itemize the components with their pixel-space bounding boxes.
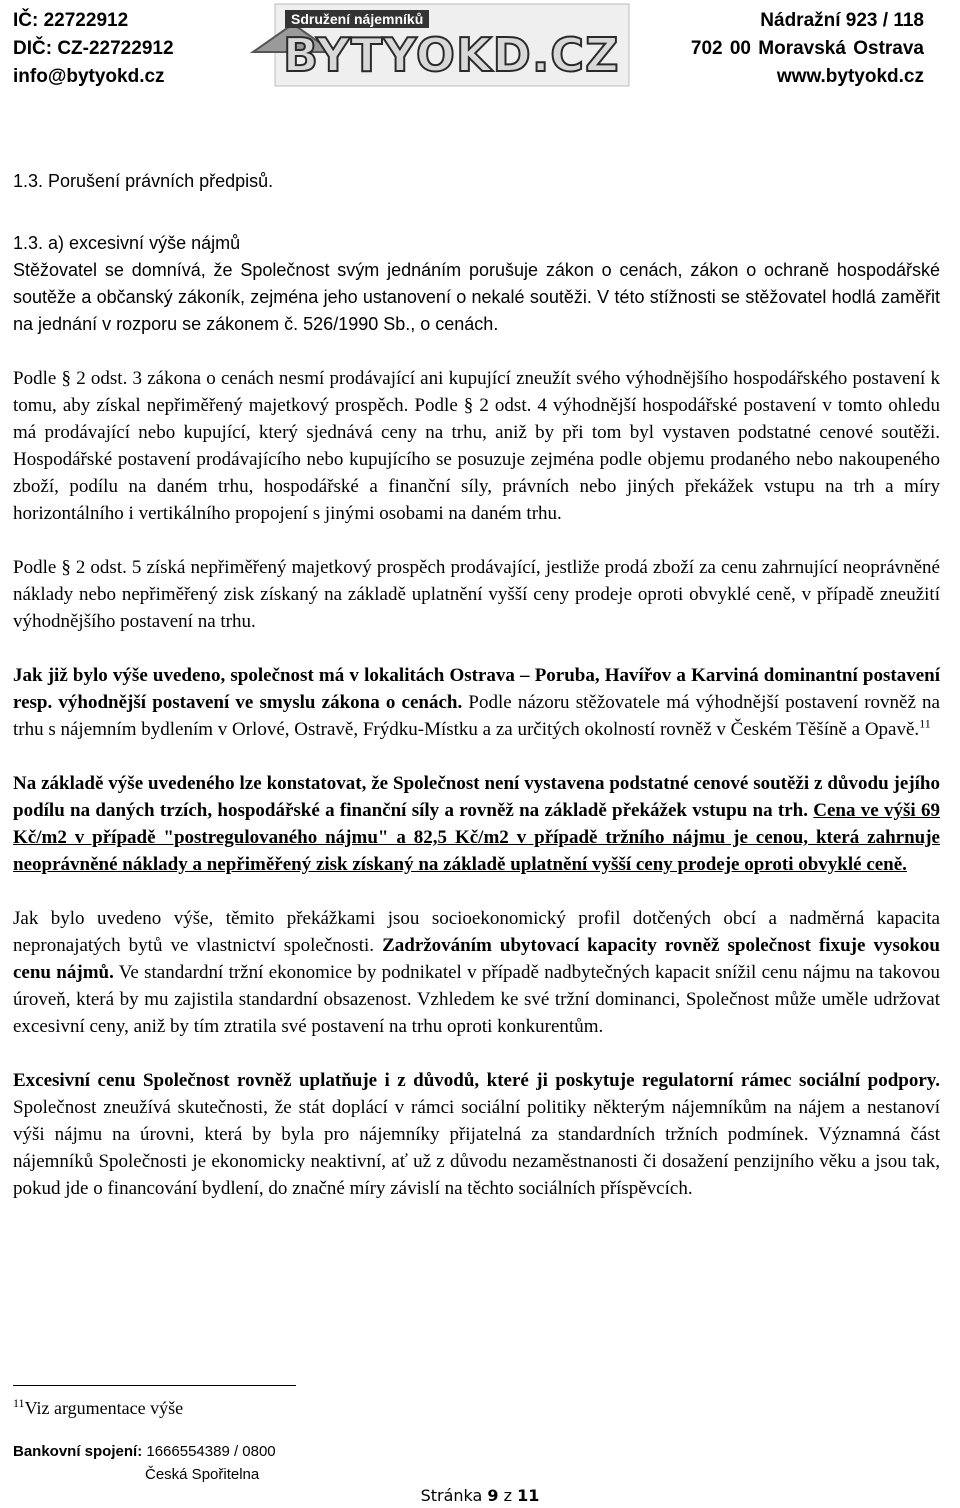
logo-wordmark: BYTYOKD.CZ xyxy=(283,28,620,82)
subsection-title: 1.3. a) excesivní výše nájmů xyxy=(13,233,241,253)
social-support-detail: Společnost zneužívá skutečnosti, že stát doplácí v rámci sociální politiky některým nájemníkům na nájem a nestanoví výši nájmu na úrovni, která by byla pro nájemníky přijatelná za standardních tržních podmínek. Významná část nájemníků Společnosti je ekonomicky neaktivní, ať už z důvodu nezaměstnanosti či dosažení penzijního věku a jsou tak, pokud jde o financování bydlení, do značné míry závislí na těchto sociálních příspěvcích. xyxy=(13,1097,940,1199)
paragraph-complaint: Stěžovatel se domnívá, že Společnost svým jednáním porušuje zákon o cenách, zákon o ochraně hospodářské soutěže a občanský zákoník, zejména jeho ustanovení o nekalé soutěži. V této stížnosti se stěžovatel hodlá zaměřit na jednání v rozporu se zákonem č. 526/1990 Sb., o cenách. xyxy=(13,260,940,334)
bank-details xyxy=(13,1440,276,1486)
logo-tagline: Sdružení nájemníků xyxy=(285,10,429,28)
contact-email[interactable]: info@bytyokd.cz xyxy=(13,66,165,87)
footnote-reference[interactable]: 11 xyxy=(919,716,931,731)
barriers-detail: Ve standardní tržní ekonomice by podnikatel v případě nadbytečných kapacit snížil cenu nájmu na takovou úroveň, která by mu zajistila standardní obsazenost. Vzhledem ke své tržní dominanci, Společnost může uměle udržovat excesivní ceny, aniž by tím ztratila své postavení na trhu oproti konkurentům. xyxy=(13,962,941,1037)
letterhead xyxy=(0,0,960,100)
section-title: 1.3. Porušení právních předpisů. xyxy=(13,171,274,191)
footnote-text: Viz argumentace výše xyxy=(24,1398,184,1418)
price-statement: Cena ve výši 69 Kč/m2 v případě "postregulovaného nájmu" a 82,5 Kč/m2 v případě tržního nájmu je cenou, která zahrnuje neoprávněné náklady a nepřiměřený zisk získaný na základě uplatnění vyšší ceny prodeje oproti obvyklé ceně. xyxy=(13,800,940,875)
barriers-intro: Jak bylo uvedeno výše, těmito překážkami jsou socioekonomický profil dotčených obcí a nadměrná kapacita nepronajatých bytů ve vlastnictví společnosti. xyxy=(13,908,940,956)
bank-name: Česká Spořitelna xyxy=(145,1466,260,1483)
vat-id: DIČ: CZ-22722912 xyxy=(13,38,174,59)
page-label: Stránka xyxy=(420,1486,483,1505)
paragraph-social-support xyxy=(13,1067,940,1202)
dominant-position-detail: Podle názoru stěžovatele má výhodnější postavení rovněž na trhu s nájemním bydlením v Orlové, Ostravě, Frýdku-Místku a za určitých okolností rovněž v Českém Těšíně a Opavě. xyxy=(13,692,940,740)
page-of: z xyxy=(503,1486,513,1505)
page-number xyxy=(0,1486,960,1505)
paragraph-dominant-position xyxy=(13,662,940,743)
page-total: 11 xyxy=(517,1486,540,1505)
company-id: IČ: 22722912 xyxy=(13,10,129,31)
paragraph-barriers xyxy=(13,905,940,1040)
bank-label: Bankovní spojení: xyxy=(13,1443,143,1460)
footnote-number: 11 xyxy=(13,1396,25,1410)
capacity-statement: Zadržováním ubytovací kapacity rovněž společnost fixuje vysokou cenu nájmů. xyxy=(13,935,940,983)
website-link[interactable]: www.bytyokd.cz xyxy=(776,66,924,87)
paragraph-conclusion xyxy=(13,770,940,878)
company-logo xyxy=(245,2,633,88)
address-street: Nádražní 923 / 118 xyxy=(760,10,924,31)
footnote-divider xyxy=(13,1385,296,1386)
dominant-position-statement: Jak již bylo výše uvedeno, společnost má v lokalitách Ostrava – Poruba, Havířov a Karviná dominantní postavení resp. výhodnější postavení ve smyslu zákona o cenách. xyxy=(13,665,940,713)
paragraph-law-section-2: Podle § 2 odst. 3 zákona o cenách nesmí prodávající ani kupující zneužít svého výhodnějšího hospodářského postavení k tomu, aby získal nepřiměřený majetkový prospěch. Podle § 2 odst. 4 výhodnější hospodářské postavení v tomto ohledu má prodávající nebo kupující, který sjednává ceny na trhu, aniž by při tom byl vystaven podstatné cenové soutěži. Hospodářské postavení prodávajícího nebo kupujícího se posuzuje zejména podle objemu prodaného nebo nakoupeného zboží, podílu na daném trhu, hospodářské a finanční síly, právních nebo jiných překážek vstupu na trh a míry horizontálního i vertikálního propojení s jinými osobami na daném trhu. xyxy=(13,368,940,524)
document-body xyxy=(13,168,940,1202)
bank-account: 1666554389 / 0800 xyxy=(146,1443,276,1460)
conclusion-statement: Na základě výše uvedeného lze konstatovat, že Společnost není vystavena podstatné cenové soutěži z důvodu jejího podílu na daných trzích, hospodářské a finanční síly a rovněž na základě překážek vstupu na trh. xyxy=(13,773,940,821)
paragraph-law-section-5: Podle § 2 odst. 5 získá nepřiměřený majetkový prospěch prodávající, jestliže prodá zboží za cenu zahrnující neoprávněné náklady nebo nepřiměřený zisk získaný na základě uplatnění vyšší ceny prodeje oproti obvyklé ceně, v případě zneužití výhodnějšího postavení na trhu. xyxy=(13,557,940,632)
page-current: 9 xyxy=(487,1486,499,1505)
footnote xyxy=(13,1398,183,1419)
address-city: 702 00 Moravská Ostrava xyxy=(690,38,924,59)
social-support-statement: Excesivní cenu Společnost rovněž uplatňuje i z důvodů, které ji poskytuje regulatorní rámec sociální podpory. xyxy=(13,1070,940,1091)
